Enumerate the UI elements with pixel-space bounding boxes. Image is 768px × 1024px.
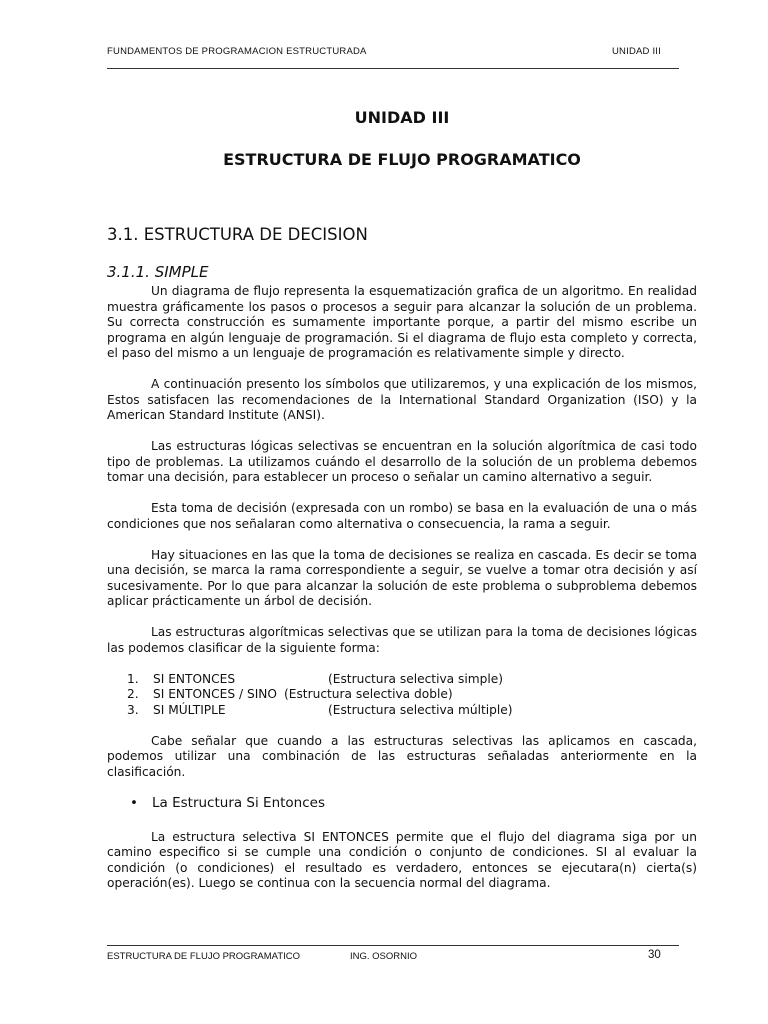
list-number: 1.: [127, 671, 139, 686]
footer-rule: [107, 945, 679, 946]
footer-title: ESTRUCTURA DE FLUJO PROGRAMATICO: [107, 951, 301, 962]
unit-title: UNIDAD III: [354, 108, 450, 127]
page-number: 30: [648, 949, 661, 961]
list-keyword: SI MÚLTIPLE: [153, 702, 226, 717]
paragraph: Las estructuras algorítmicas selectivas que se utilizan para la toma de decisiones lógicas las podemos clasificar de la siguiente forma:: [107, 625, 697, 655]
classification-list: [107, 672, 697, 719]
list-item: [107, 672, 697, 688]
list-description: (Estructura selectiva doble): [284, 687, 453, 701]
list-item: [107, 687, 697, 703]
paragraph: Las estructuras lógicas selectivas se encuentran en la solución algorítmica de casi todo tipo de problemas. La utilizamos cuándo el desarrollo de la solución de un problema debemos tomar una decisión, para establecer un proceso o señalar un camino alternativo a seguir.: [107, 439, 697, 484]
section-heading: 3.1. ESTRUCTURA DE DECISION: [107, 225, 368, 244]
list-description: (Estructura selectiva simple): [328, 671, 504, 686]
running-header-title: FUNDAMENTOS DE PROGRAMACION ESTRUCTURADA: [107, 46, 367, 57]
footer-author: ING. OSORNIO: [350, 951, 418, 962]
list-number: 3.: [127, 702, 139, 717]
paragraph: A continuación presento los símbolos que utilizaremos, y una explicación de los mismos, Estos satisfacen las recomendaciones de la International Standard Organization (ISO) y la American Standard Institute (ANSI).: [107, 377, 697, 422]
unit-subtitle: ESTRUCTURA DE FLUJO PROGRAMATICO: [223, 150, 581, 169]
list-keyword: SI ENTONCES / SINO: [153, 687, 278, 701]
list-keyword: SI ENTONCES: [153, 671, 236, 686]
bullet-heading-label: La Estructura Si Entonces: [152, 794, 326, 811]
list-number: 2.: [127, 687, 139, 701]
list-item: [107, 703, 697, 719]
bullet-heading: [107, 796, 697, 816]
body-text: [107, 284, 697, 907]
paragraph: Esta toma de decisión (expresada con un rombo) se basa en la evaluación de una o más condiciones que nos señalaran como alternativa o consecuencia, la rama a seguir.: [107, 501, 697, 531]
paragraph: Hay situaciones en las que la toma de decisiones se realiza en cascada. Es decir se toma una decisión, se marca la rama correspondiente a seguir, se vuelve a tomar otra decisión y así sucesivamente. Por lo que para alcanzar la solución de este problema o subproblema debemos aplicar prácticamente un árbol de decisión.: [107, 547, 697, 608]
subsection-heading: 3.1.1. SIMPLE: [107, 263, 209, 281]
header-rule: [107, 68, 679, 69]
running-header-unit: UNIDAD III: [612, 46, 661, 57]
paragraph: Cabe señalar que cuando a las estructuras selectivas las aplicamos en cascada, podemos utilizar una combinación de las estructuras señaladas anteriormente en la clasificación.: [107, 733, 697, 779]
paragraph: La estructura selectiva SI ENTONCES permite que el flujo del diagrama siga por un camino especifico si se cumple una condición o conjunto de condiciones. SI al evaluar la condición (o condiciones) el resultado es verdadero, entonces se ejecutara(n) cierta(s) operación(es). Luego se continua con la secuencia normal del diagrama.: [107, 829, 697, 890]
paragraph: Un diagrama de flujo representa la esquematización grafica de un algoritmo. En realidad muestra gráficamente los pasos o procesos a seguir para alcanzar la solución de un problema. Su correcta construcción es sumamente importante porque, a partir del mismo escribe un programa en algún lenguaje de programación. Si el diagrama de flujo esta completo y correcta, el paso del mismo a un lenguaje de programación es relativamente simple y directo.: [107, 284, 697, 360]
list-description: (Estructura selectiva múltiple): [328, 702, 513, 717]
bullet-icon: •: [130, 794, 138, 811]
